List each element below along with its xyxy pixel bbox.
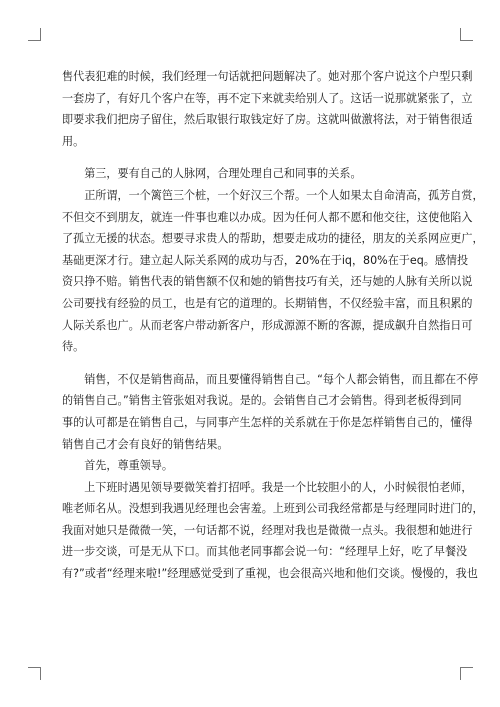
crop-mark-bottom-left xyxy=(28,667,41,680)
text-line: 人际关系也广。从而老客户带动新客户，形成源源不断的客源，提成飙升自然指日可 xyxy=(62,318,473,332)
crop-mark-bottom-right xyxy=(460,667,473,680)
crop-mark-top-left xyxy=(28,28,41,41)
text-line: 上下班时遇见领导要微笑着打招呼。我是一个比较胆小的人，小时候很怕老师， xyxy=(62,480,473,494)
text-line: 有?”或者“经理来啦!”经理感觉受到了重视，也会很高兴地和他们交谈。慢慢的，我也 xyxy=(62,567,478,581)
text-line: 了孤立无援的状态。想要寻求贵人的帮助，想要走成功的捷径，朋友的关系网应更广， xyxy=(62,232,484,246)
text-line: 待。 xyxy=(62,340,85,354)
section-heading: 首先，尊重领导。 xyxy=(62,459,173,473)
text-line: 基础更深才行。建立起人际关系网的成功与否，20%在于iq，80%在于eq。感情投 xyxy=(62,253,469,267)
text-line: 唯老师名从。没想到我遇见经理也会害羞。上班到公司我经常都是与经理同时进门的， xyxy=(62,502,484,516)
text-line: 不但交不到朋友，就连一件事也难以办成。因为任何人都不愿和他交往，这使他陷入 xyxy=(62,210,473,224)
text-line: 正所谓，一个篱笆三个桩，一个好汉三个帮。一个人如果太自命清高，孤芳自赏， xyxy=(62,188,484,202)
text-line: 售代表犯难的时候，我们经理一句话就把问题解决了。她对那个客户说这个户型只剩 xyxy=(62,70,473,83)
text-line: 进一步交谈，可是无从下口。而其他老同事都会说一句：“经理早上好，吃了早餐没 xyxy=(62,545,468,559)
text-line: 销售，不仅是销售商品，而且要懂得销售自己。“每个人都会销售，而且都在不停 xyxy=(62,372,479,386)
section-heading: 第三，要有自己的人脉网，合理处理自己和同事的关系。 xyxy=(62,167,362,181)
text-line: 公司要找有经验的员工，也是有它的道理的。长期销售，不仅经验丰富，而且积累的 xyxy=(62,296,473,310)
paragraph-gap xyxy=(62,358,440,369)
text-line: 用。 xyxy=(62,134,85,148)
crop-mark-top-right xyxy=(460,28,473,41)
text-line: 即要求我们把房子留住，然后取银行取钱定好了房。这就叫做激将法，对于销售很适 xyxy=(62,113,473,127)
document-body xyxy=(62,66,484,585)
text-line: 一套房了，有好几个客户在等，再不定下来就卖给别人了。这话一说那就紧张了，立 xyxy=(62,91,473,105)
text-line: 资只挣不赔。销售代表的销售额不仅和她的销售技巧有关，还与她的人脉有关所以说 xyxy=(62,275,473,289)
text-line: 销售自己才会有良好的销售结果。 xyxy=(62,437,229,451)
paragraph-gap xyxy=(62,152,440,163)
text-line: 我面对她只是微微一笑，一句话都不说，经理对我也是微微一点头。我很想和她进行 xyxy=(62,523,473,537)
text-line: 事的认可都是在销售自己，与同事产生怎样的关系就在于你是怎样销售自己的，懂得 xyxy=(62,415,473,429)
text-line: 的销售自己。”销售主管张姐对我说。是的。会销售自己才会销售。得到老板得到同 xyxy=(62,394,462,408)
